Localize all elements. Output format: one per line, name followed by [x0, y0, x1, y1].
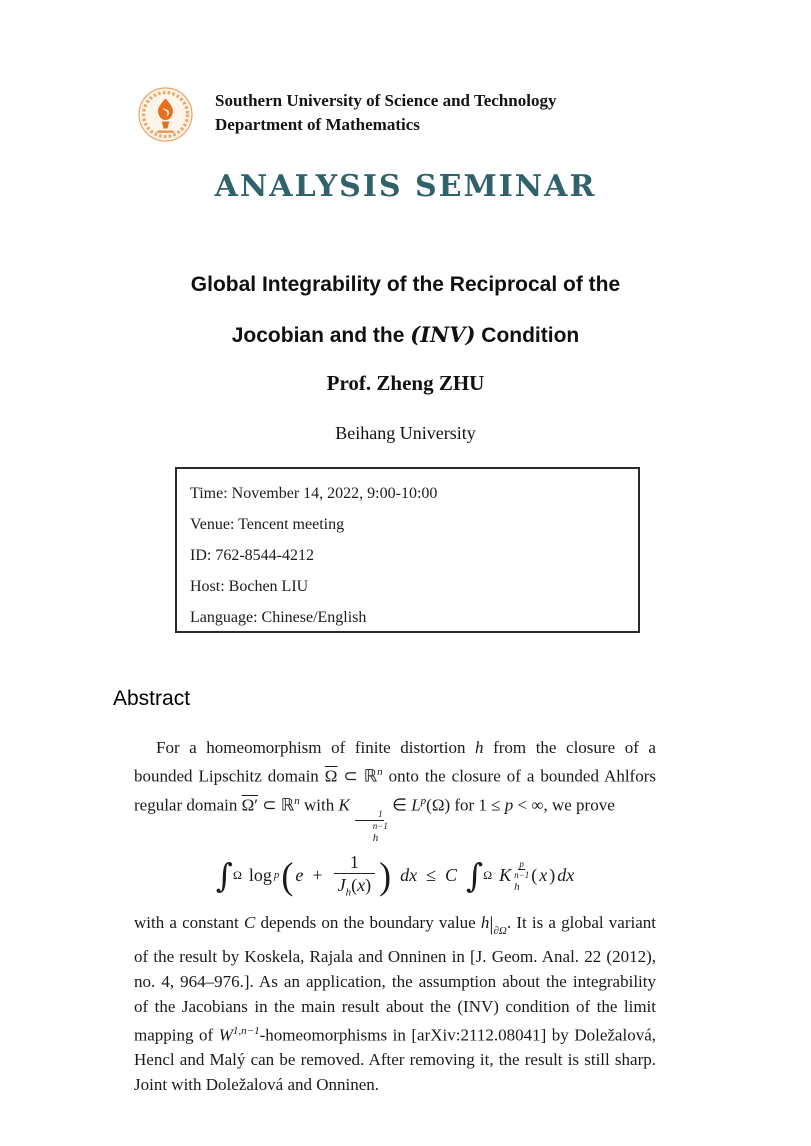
abstract-body — [134, 735, 656, 1097]
var-h: h — [480, 912, 490, 932]
K-exponent-stack: p n−1 h — [514, 858, 530, 894]
var-K: K — [499, 865, 512, 886]
big-paren-right: ) — [379, 854, 392, 897]
var-p: p — [504, 795, 514, 815]
omega-closure: $\overline{\Omega}$ — [324, 766, 338, 786]
speaker-name: Prof. Zheng ZHU — [326, 371, 485, 395]
big-paren-left: ( — [281, 854, 294, 897]
abstract-paragraph-2: with a constant C depends on the boundary value $h|_{\partial\Omega}$. It is a global variant of the result by Koskela, Rajala and Onninen in [J. Geom. Anal. 22 (2012), no. 4, 964–976.]. As an application, the assumption about the integrability of the Jacobians in the main result about the (INV) condition of the limit mapping of $W^{1,n-1}$-homeomorphisms in [arXiv:2112.08041] by Doležalová, Hencl and Malý can be removed. After removing it, the result is still sharp. Joint with Doležalová and Onninen. — [134, 912, 657, 1095]
var-W: W — [218, 1025, 233, 1045]
K-exponent-stack: 1 n−1 h — [351, 809, 388, 844]
header — [137, 86, 556, 143]
var-C: C — [243, 912, 256, 932]
var-K: K — [338, 795, 350, 815]
event-details-box — [175, 467, 640, 633]
reals-symbol: ℝ — [363, 766, 378, 786]
university-seal-icon — [137, 86, 194, 143]
inv-condition-emphasis: (INV) — [410, 322, 476, 347]
talk-title-line1: Global Integrability of the Reciprocal of the — [190, 273, 621, 296]
detail-row-language: Language: Chinese/English — [190, 609, 367, 626]
abstract-paragraph-1: For a homeomorphism of finite distortion h from the closure of a bounded Lipschitz domain $\overline{\Omega}$ ⊂ ℝ$^n$ onto the closure of a bounded Ahlfors regular domain Ω′ ⊂ ℝ$^n$ with K 1 n−1 h ∈ $L^p(\Omega)$ for 1 ≤ p < ∞, we prove — [134, 738, 656, 844]
integral-sign: ∫ — [465, 856, 484, 896]
series-title: ANALYSIS SEMINAR — [214, 169, 597, 204]
var-h: h — [475, 738, 484, 757]
detail-row-venue: Venue: Tencent meeting — [190, 516, 345, 533]
department-name: Department of Mathematics — [215, 115, 420, 134]
detail-row-id: ID: 762-8544-4212 — [190, 547, 314, 564]
header-text — [215, 86, 556, 137]
display-formula: ∫ Ω log p ( e + $\frac{1}{J_h(x)}$ ) dx ≤ C ∫ Ω K p n−1 h ( x ) dx — [215, 851, 575, 899]
reals-symbol: ℝ — [280, 795, 295, 815]
boundary-subscript: ∂Ω — [493, 924, 507, 937]
integral-sign: ∫ — [215, 856, 233, 896]
detail-row-time: Time: November 14, 2022, 9:00-10:00 — [190, 485, 438, 502]
talk-title-line2: Jocobian and the (INV) Condition — [231, 322, 580, 347]
abstract-heading: Abstract — [113, 687, 191, 710]
talk-title — [0, 260, 811, 361]
detail-row-host: Host: Bochen LIU — [190, 578, 309, 595]
var-L: L — [411, 795, 421, 815]
omega-prime-closure: Ω′ — [241, 795, 258, 815]
reciprocal-jacobian-fraction: $\frac{1}{J_h(x)}$ — [334, 851, 376, 901]
university-name: Southern University of Science and Technology — [215, 91, 557, 110]
speaker-affiliation: Beihang University — [335, 423, 476, 443]
